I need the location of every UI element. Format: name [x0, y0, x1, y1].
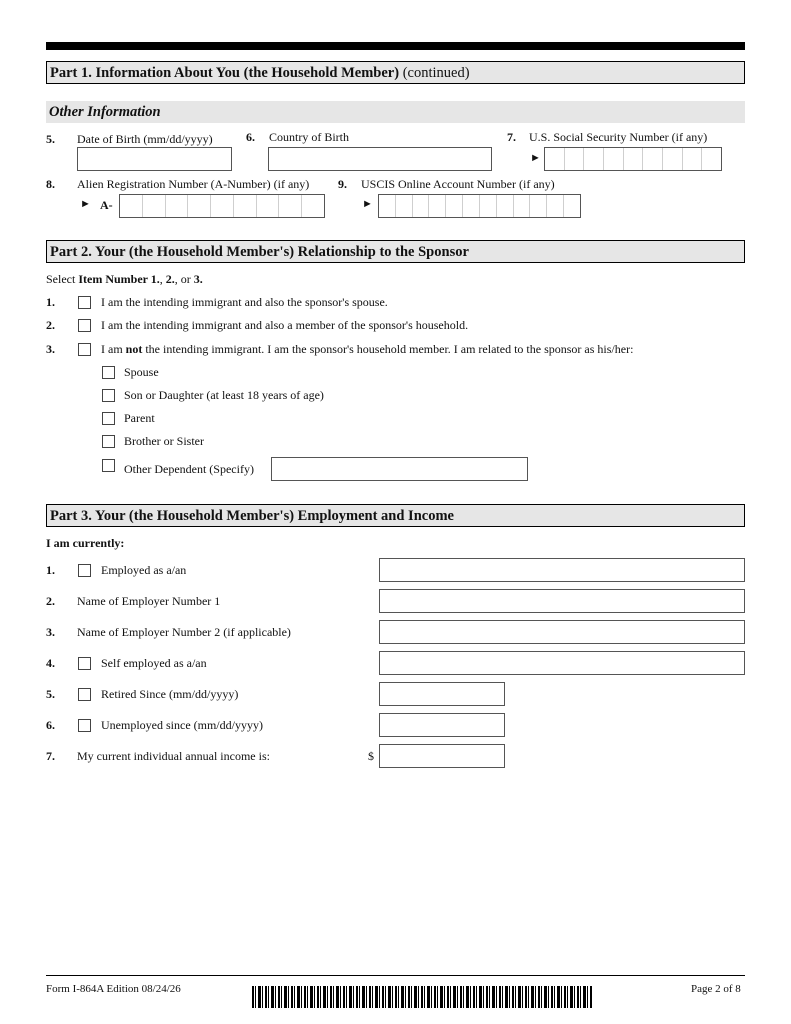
a-number-arrow-icon: ►	[80, 198, 91, 210]
p3-item-5-number: 5.	[46, 687, 55, 701]
self-employed-field[interactable]	[379, 651, 745, 675]
p3-item-2-number: 2.	[46, 594, 55, 608]
son-or-daughter-checkbox[interactable]	[102, 389, 115, 402]
uscis-account-label: USCIS Online Account Number (if any)	[361, 177, 555, 191]
top-rule	[46, 42, 745, 50]
item-9-number: 9.	[338, 177, 347, 191]
employed-label: Employed as a/an	[101, 563, 187, 577]
other-dependent-specify-field[interactable]	[271, 457, 528, 481]
p2-item-2-checkbox[interactable]	[78, 319, 91, 332]
barcode-icon	[252, 986, 592, 1008]
item-7-number: 7.	[507, 130, 516, 144]
p3-item-3-number: 3.	[46, 625, 55, 639]
p2-item-2-number: 2.	[46, 318, 55, 332]
ssn-field[interactable]	[544, 147, 722, 171]
employer-1-field[interactable]	[379, 589, 745, 613]
uscis-account-arrow-icon: ►	[362, 198, 373, 210]
date-of-birth-label: Date of Birth (mm/dd/yyyy)	[77, 132, 213, 146]
other-dependent-checkbox[interactable]	[102, 459, 115, 472]
p2-item-3-label: I am not the intending immigrant. I am the sponsor's household member. I am related to the sponsor as his/her:	[101, 342, 634, 356]
self-employed-label: Self employed as a/an	[101, 656, 207, 670]
employed-checkbox[interactable]	[78, 564, 91, 577]
parent-checkbox[interactable]	[102, 412, 115, 425]
p2-item-2-label: I am the intending immigrant and also a member of the sponsor's household.	[101, 318, 469, 332]
p2-item-1-checkbox[interactable]	[78, 296, 91, 309]
part3-intro: I am currently:	[46, 536, 125, 550]
country-of-birth-label: Country of Birth	[269, 130, 349, 144]
footer-rule	[46, 975, 745, 976]
other-dependent-label: Other Dependent (Specify)	[124, 462, 254, 476]
item-5-number: 5.	[46, 132, 55, 146]
son-or-daughter-label: Son or Daughter (at least 18 years of age)	[124, 388, 324, 402]
p2-item-3-checkbox[interactable]	[78, 343, 91, 356]
part1-title-continued: (continued)	[402, 65, 470, 81]
part3-header: Part 3. Your (the Household Member's) Employment and Income	[46, 504, 745, 527]
p3-item-1-number: 1.	[46, 563, 55, 577]
part2-header: Part 2. Your (the Household Member's) Relationship to the Sponsor	[46, 240, 745, 263]
country-of-birth-field[interactable]	[268, 147, 492, 171]
other-information-subheader: Other Information	[46, 101, 745, 123]
annual-income-label: My current individual annual income is:	[77, 749, 270, 763]
p2-item-1-label: I am the intending immigrant and also the sponsor's spouse.	[101, 295, 388, 309]
spouse-label: Spouse	[124, 365, 159, 379]
employer-2-label: Name of Employer Number 2 (if applicable)	[77, 625, 291, 639]
retired-since-field[interactable]	[379, 682, 505, 706]
retired-checkbox[interactable]	[78, 688, 91, 701]
item-8-number: 8.	[46, 177, 55, 191]
ssn-arrow-icon: ►	[530, 152, 541, 164]
employed-as-field[interactable]	[379, 558, 745, 582]
employer-1-label: Name of Employer Number 1	[77, 594, 221, 608]
page-number: Page 2 of 8	[691, 983, 741, 995]
p3-item-6-number: 6.	[46, 718, 55, 732]
a-number-field[interactable]	[119, 194, 325, 218]
a-number-label: Alien Registration Number (A-Number) (if any)	[77, 177, 310, 191]
a-number-prefix: A-	[100, 198, 113, 212]
form-edition: Form I-864A Edition 08/24/26	[46, 983, 181, 995]
employer-2-field[interactable]	[379, 620, 745, 644]
spouse-checkbox[interactable]	[102, 366, 115, 379]
unemployed-since-field[interactable]	[379, 713, 505, 737]
unemployed-checkbox[interactable]	[78, 719, 91, 732]
date-of-birth-field[interactable]	[77, 147, 232, 171]
unemployed-label: Unemployed since (mm/dd/yyyy)	[101, 718, 263, 732]
brother-or-sister-label: Brother or Sister	[124, 434, 204, 448]
part1-title: Part 1. Information About You (the Household Member)	[50, 65, 400, 81]
parent-label: Parent	[124, 411, 155, 425]
ssn-label: U.S. Social Security Number (if any)	[529, 130, 708, 144]
annual-income-field[interactable]	[379, 744, 505, 768]
uscis-account-field[interactable]	[378, 194, 581, 218]
p2-item-3-number: 3.	[46, 342, 55, 356]
self-employed-checkbox[interactable]	[78, 657, 91, 670]
p3-item-4-number: 4.	[46, 656, 55, 670]
item-6-number: 6.	[246, 130, 255, 144]
p3-item-7-number: 7.	[46, 749, 55, 763]
part2-instruction: Select Item Number 1., 2., or 3.	[46, 272, 203, 286]
retired-label: Retired Since (mm/dd/yyyy)	[101, 687, 239, 701]
currency-symbol: $	[368, 749, 374, 763]
brother-or-sister-checkbox[interactable]	[102, 435, 115, 448]
p2-item-1-number: 1.	[46, 295, 55, 309]
part1-header	[46, 61, 745, 84]
